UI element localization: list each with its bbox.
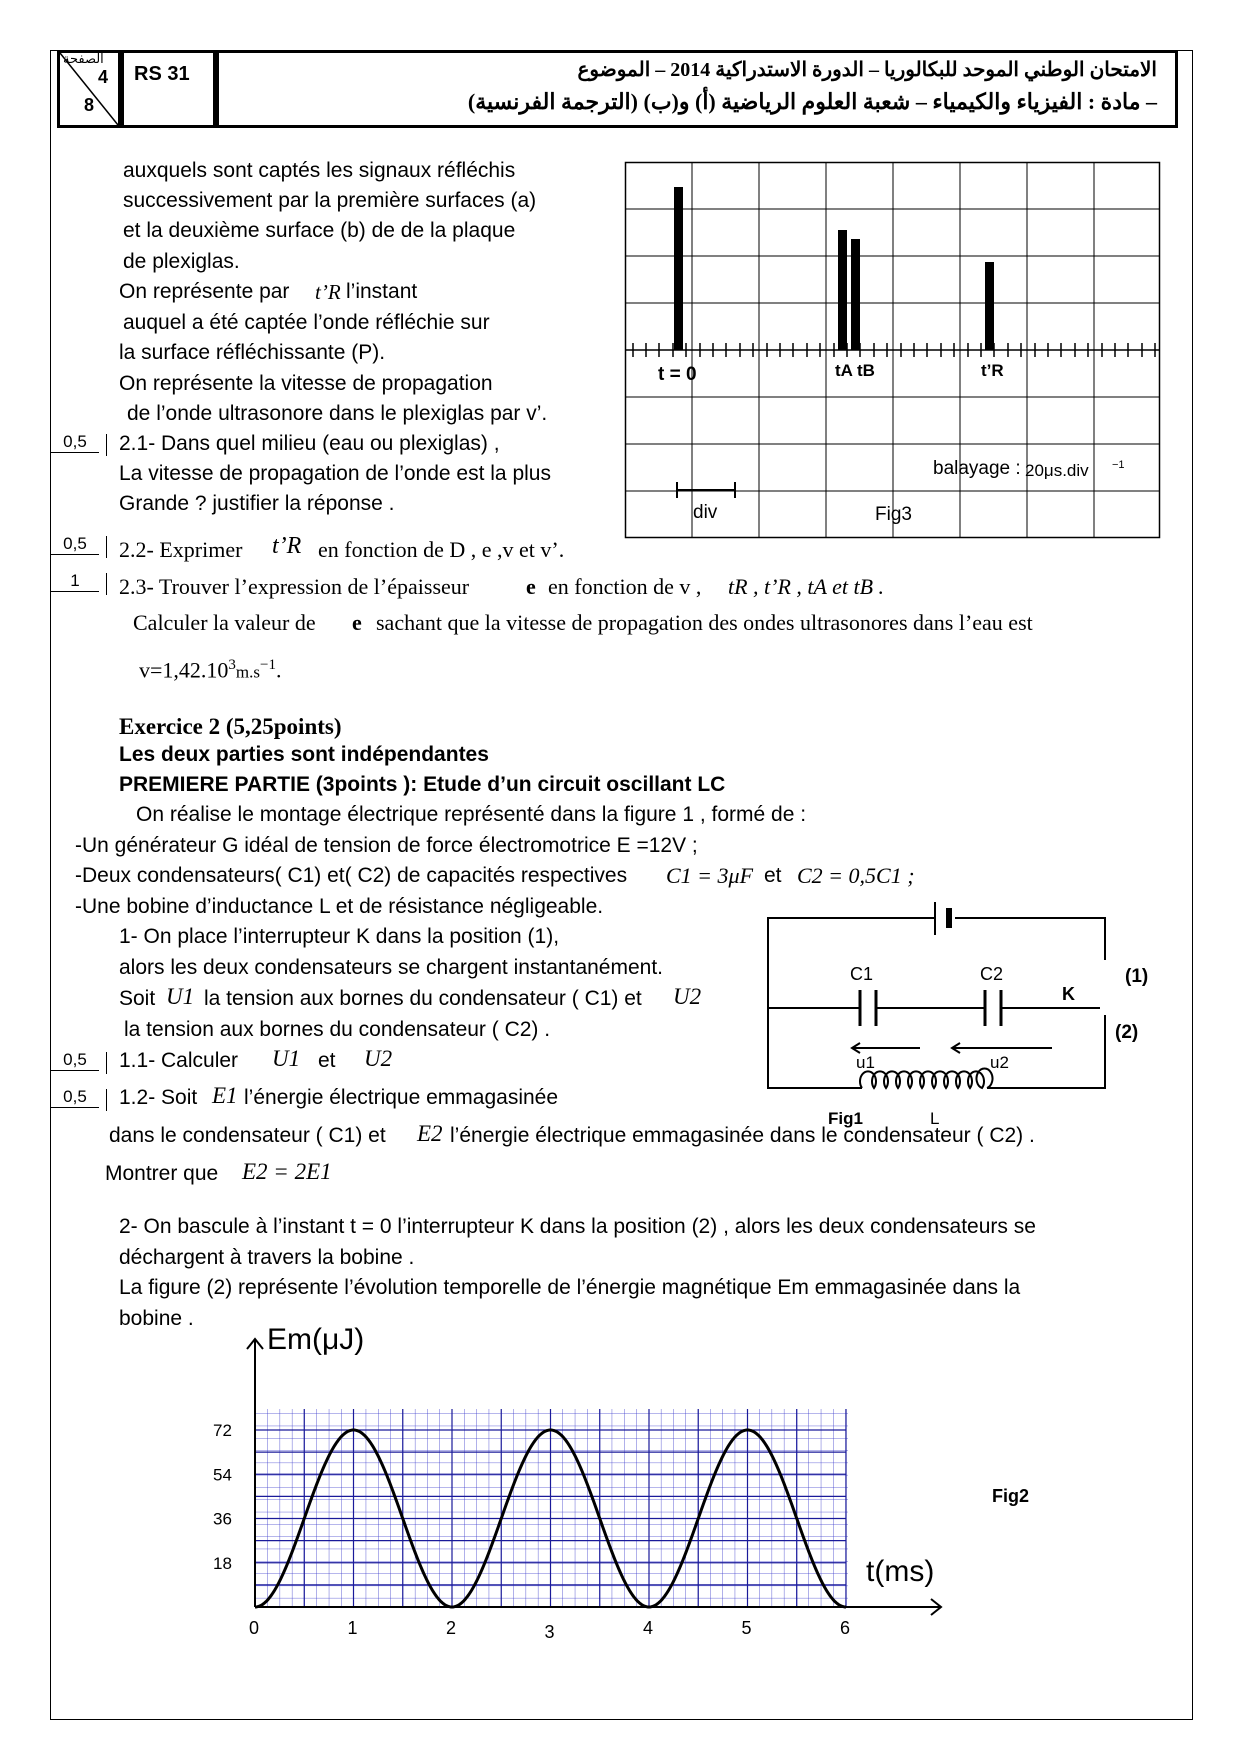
- points-marker: 0,5: [51, 432, 99, 453]
- pulse-tA: [838, 230, 847, 350]
- sweep-label: balayage :: [933, 458, 1021, 479]
- div-label: div: [693, 502, 718, 523]
- question-2-3-tail: en fonction de v ,: [548, 574, 702, 599]
- y-tick-label: 18: [213, 1553, 232, 1573]
- c2-value: C2 = 0,5C1 ;: [797, 863, 915, 888]
- calc-text: Calculer la valeur de: [133, 610, 316, 635]
- c1-label: C1: [850, 964, 874, 984]
- text-line: auxquels sont captés les signaux réfléchis: [123, 159, 516, 182]
- text-line: On représente la vitesse de propagation: [119, 372, 493, 395]
- pulse-tB: [851, 239, 860, 350]
- question-1-2-line: Montrer que: [105, 1162, 219, 1185]
- fig1-circuit: [760, 900, 1160, 1130]
- question-2-line: bobine .: [119, 1307, 194, 1330]
- water-speed-unit-exp: −1: [260, 657, 276, 673]
- y-tick-label: 54: [213, 1465, 232, 1485]
- page-label: الصفحة: [63, 51, 104, 66]
- question-1-line: la tension aux bornes du condensateur ( C2) .: [124, 1018, 551, 1041]
- question-1-line: alors les deux condensateurs se chargent instantanément.: [119, 956, 664, 979]
- question-1-2-line: l’énergie électrique emmagasinée dans le condensateur ( C2) .: [450, 1124, 1035, 1147]
- e2-symbol: E2: [417, 1121, 443, 1146]
- points-marker: 1: [51, 571, 99, 592]
- tA-label: tA: [835, 361, 853, 380]
- text-line: On représente par: [119, 280, 290, 303]
- x-tick-label: 4: [643, 1618, 654, 1638]
- question-1: 1- On place l’interrupteur K dans la position (1),: [119, 925, 560, 948]
- item-generator: -Un générateur G idéal de tension de force électromotrice E =12V ;: [75, 834, 698, 857]
- calc-text: sachant que la vitesse de propagation des ondes ultrasonores dans l’eau est: [376, 610, 1033, 635]
- fig1-label: Fig1: [828, 1109, 863, 1128]
- title-box: [216, 50, 1178, 128]
- text-line: successivement par la première surfaces (a): [123, 189, 537, 212]
- water-speed-unit: m.s: [235, 662, 261, 682]
- fig3-label: Fig3: [875, 504, 912, 525]
- fig2-label: Fig2: [992, 1486, 1030, 1506]
- exercise-2-title: Exercice 2 (5,25points): [119, 714, 342, 739]
- position-1-label: (1): [1125, 966, 1149, 987]
- sweep-exp: −1: [1112, 459, 1125, 471]
- question-2-2: 2.2- Exprimer: [119, 537, 243, 562]
- and-word: et: [764, 864, 782, 887]
- code-box: [121, 50, 216, 128]
- header-title-line1: الامتحان الوطني الموحد للبكالوريا – الدورة الاستدراكية 2014 – الموضوع: [577, 59, 1157, 81]
- question-2-1: 2.1- Dans quel milieu (eau ou plexiglas) ,: [119, 432, 500, 455]
- x-tick-label: 6: [840, 1618, 851, 1638]
- points-marker: 0,5: [51, 1087, 99, 1108]
- pulse-tR: [985, 262, 994, 350]
- question-2-line: déchargent à travers la bobine .: [119, 1246, 415, 1269]
- e1-symbol: E1: [212, 1083, 238, 1108]
- x-tick-label: 1: [347, 1618, 358, 1638]
- water-speed-exp: 3: [228, 657, 236, 673]
- thickness-e: e: [352, 610, 362, 635]
- energy-formula: E2 = 2E1: [242, 1159, 332, 1184]
- y-tick-label: 36: [213, 1509, 232, 1529]
- question-1-2-line: dans le condensateur ( C1) et: [109, 1124, 386, 1147]
- exercise-2-subtitle: Les deux parties sont indépendantes: [119, 743, 489, 766]
- text-line: l’instant: [346, 280, 418, 303]
- tR-symbol: t’R: [272, 533, 302, 559]
- water-speed: $v=1,42.10^3m.s^{-1}$.: [139, 657, 282, 683]
- x-axis-label: t(ms): [866, 1555, 935, 1588]
- text-line: la surface réfléchissante (P).: [119, 341, 386, 364]
- coil-label: L: [930, 1109, 940, 1128]
- question-2-3: 2.3- Trouver l’expression de l’épaisseur: [119, 574, 470, 599]
- question-2-2-tail: en fonction de D , e ,v et v’.: [318, 537, 565, 562]
- question-1-2: 1.2- Soit: [119, 1086, 198, 1109]
- page-number-box: [57, 50, 121, 128]
- c1-value: C1 = 3μF: [666, 863, 754, 888]
- c2-label: C2: [980, 964, 1004, 984]
- question-2: 2- On bascule à l’instant t = 0 l’interrupteur K dans la position (2) , alors les deux condensateurs se: [119, 1215, 1036, 1238]
- item-coil: -Une bobine d’inductance L et de résistance négligeable.: [75, 895, 604, 918]
- text-line: de plexiglas.: [123, 250, 240, 273]
- x-tick-label: 2: [446, 1618, 457, 1638]
- thickness-e: e: [526, 574, 536, 599]
- question-1-1: 1.1- Calculer: [119, 1049, 239, 1072]
- u2-symbol: U2: [673, 984, 702, 1009]
- page-total: 8: [84, 95, 95, 115]
- question-1-2-tail: l’énergie électrique emmagasinée: [244, 1086, 559, 1109]
- header-title-line2: – مادة : الفيزياء والكيمياء – شعبة العلوم الرياضية (أ) و(ب) (الترجمة الفرنسية): [467, 89, 1157, 114]
- t0-label: t = 0: [658, 364, 697, 385]
- u2-label: u2: [990, 1053, 1009, 1072]
- and-word: et: [318, 1049, 336, 1072]
- fig3-oscillogram: [625, 162, 1160, 538]
- u1-symbol: U1: [166, 984, 195, 1009]
- exam-code: RS 31: [134, 63, 190, 85]
- u1-label: u1: [856, 1053, 875, 1072]
- tR-symbol: t’R: [315, 280, 341, 304]
- text-line: de l’onde ultrasonore dans le plexiglas par v’.: [127, 402, 548, 425]
- points-marker: 0,5: [51, 1050, 99, 1071]
- switch-k-label: K: [1062, 984, 1075, 1004]
- pulse-emitted: [674, 187, 683, 350]
- y-axis-label: Em(μJ): [267, 1323, 365, 1356]
- question-1-line: la tension aux bornes du condensateur ( C1) et: [204, 987, 642, 1010]
- item-capacitors: -Deux condensateurs( C1) et( C2) de capacités respectives: [75, 864, 628, 887]
- points-marker: 0,5: [51, 534, 99, 555]
- tB-label: tB: [857, 361, 875, 380]
- x-tick-label: 0: [249, 1618, 260, 1638]
- question-2-3-vars: tR , t’R , tA et tB .: [728, 574, 885, 599]
- intro-text: On réalise le montage électrique représenté dans la figure 1 , formé de :: [136, 803, 807, 826]
- position-2-label: (2): [1115, 1022, 1139, 1043]
- y-tick-label: 72: [213, 1421, 232, 1440]
- page-number: 4: [98, 67, 109, 87]
- question-2-1-line: Grande ? justifier la réponse .: [119, 492, 395, 515]
- part-one-title: PREMIERE PARTIE (3points ): Etude d’un circuit oscillant LC: [119, 773, 726, 796]
- x-tick-label: 3: [544, 1622, 555, 1642]
- u2-symbol: U2: [364, 1046, 393, 1071]
- question-1-line: Soit: [119, 987, 156, 1010]
- text-line: auquel a été captée l’onde réfléchie sur: [123, 311, 490, 334]
- question-2-1-line: La vitesse de propagation de l’onde est la plus: [119, 462, 551, 485]
- sweep-value: 20μs.div: [1025, 461, 1089, 480]
- text-line: et la deuxième surface (b) de de la plaque: [123, 219, 516, 242]
- water-speed-value: v=1,42.10: [139, 657, 229, 683]
- fig2-energy-chart: [200, 1315, 1080, 1642]
- x-tick-label: 5: [741, 1618, 752, 1638]
- u1-symbol: U1: [272, 1046, 301, 1071]
- tR-label: t’R: [981, 361, 1004, 380]
- question-2-line: La figure (2) représente l’évolution temporelle de l’énergie magnétique Em emmagasinée dans la: [119, 1276, 1021, 1299]
